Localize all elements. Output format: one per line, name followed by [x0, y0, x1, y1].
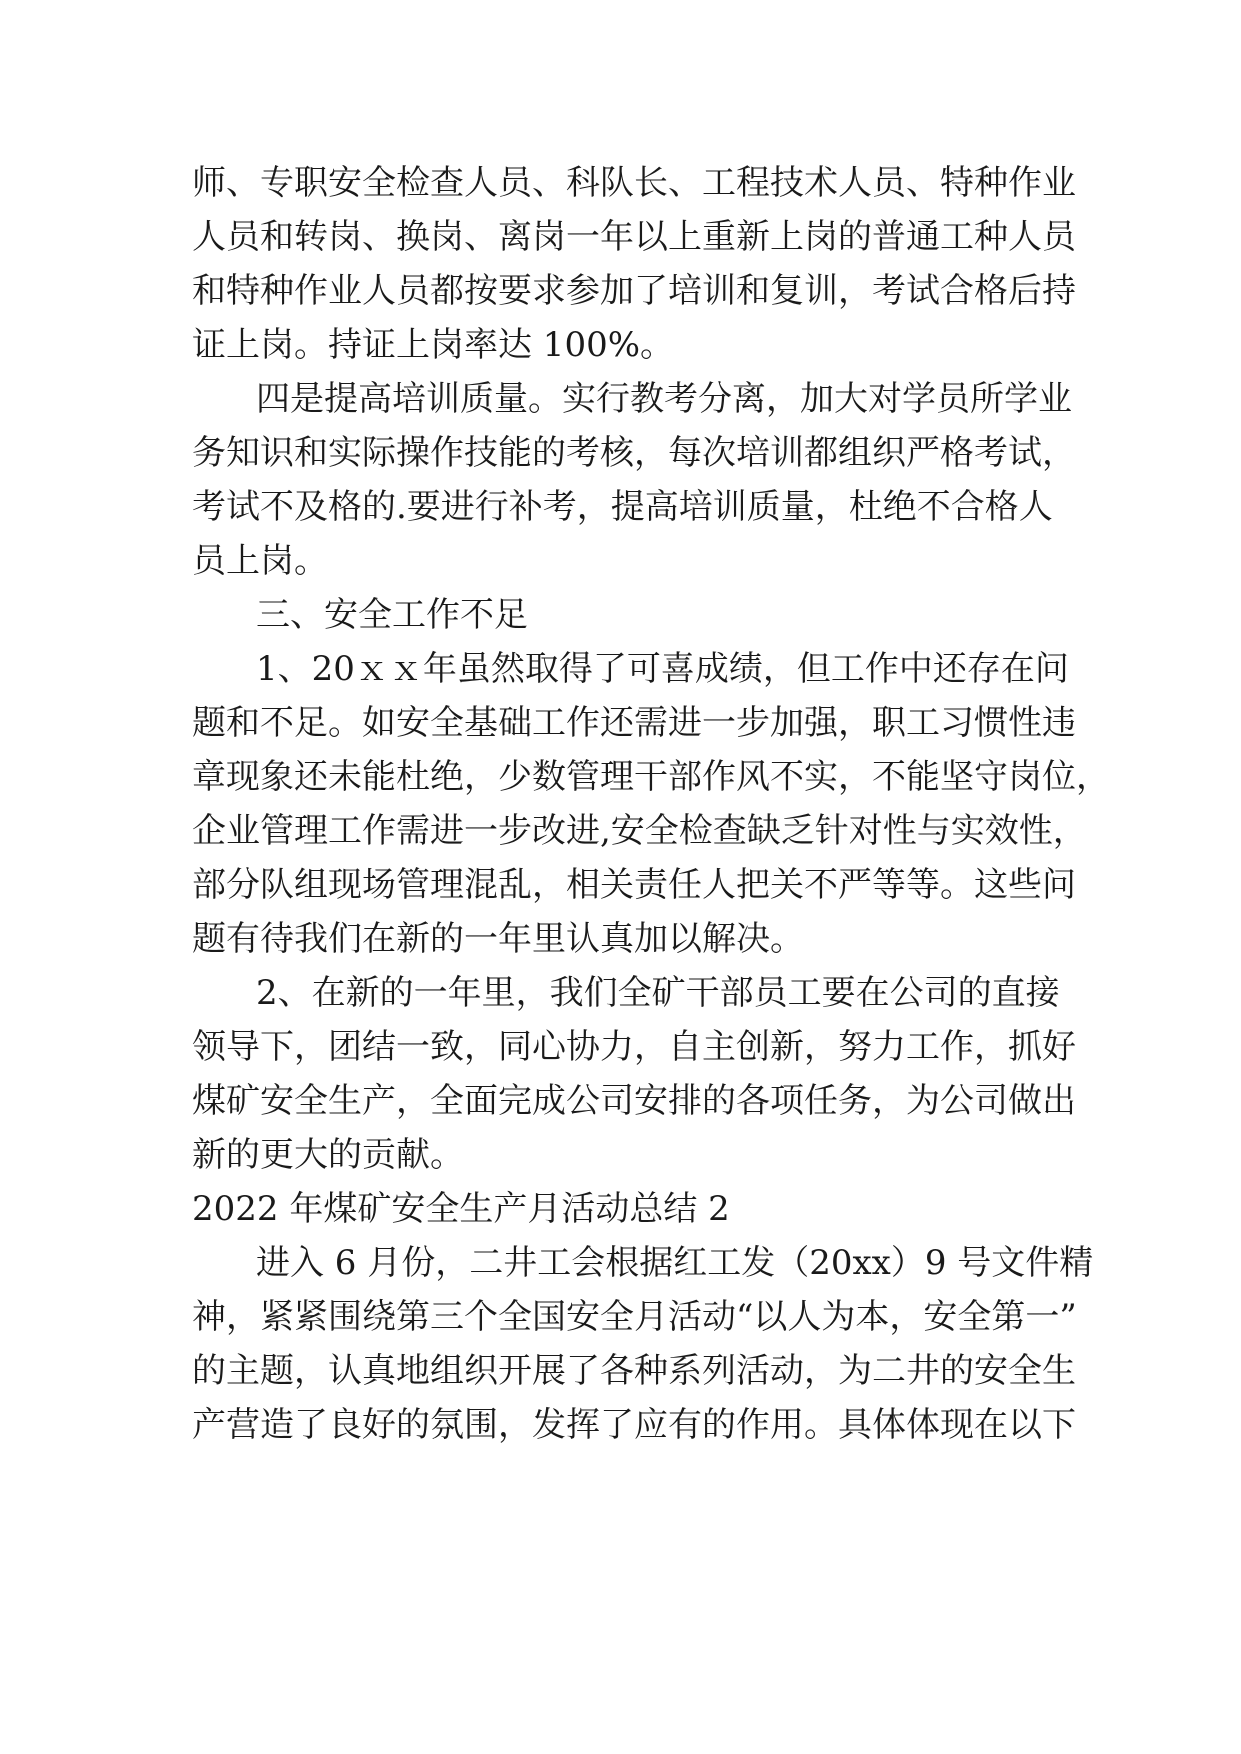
text-line: 和特种作业人员都按要求参加了培训和复训，考试合格后持 — [192, 271, 1076, 311]
text-line: 产营造了良好的氛围，发挥了应有的作用。具体体现在以下 — [192, 1405, 1076, 1445]
text-line: 神，紧紧围绕第三个全国安全月活动“以人为本，安全第一” — [192, 1297, 1077, 1337]
text-line: 题和不足。如安全基础工作还需进一步加强，职工习惯性违 — [192, 703, 1076, 743]
text-line: 煤矿安全生产，全面完成公司安排的各项任务，为公司做出 — [192, 1081, 1076, 1121]
paragraph-first-line: 进入 6 月份，二井工会根据红工发（20xx）9 号文件精 — [256, 1243, 1094, 1283]
text-line: 部分队组现场管理混乱，相关责任人把关不严等等。这些问 — [192, 865, 1076, 905]
text-line: 员上岗。 — [192, 541, 328, 581]
text-line: 的主题，认真地组织开展了各种系列活动，为二井的安全生 — [192, 1351, 1076, 1391]
paragraph-first-line: 2、在新的一年里，我们全矿干部员工要在公司的直接 — [256, 973, 1060, 1013]
text-line: 师、专职安全检查人员、科队长、工程技术人员、特种作业 — [192, 163, 1076, 203]
text-line: 新的更大的贡献。 — [192, 1135, 464, 1175]
paragraph-first-line: 四是提高培训质量。实行教考分离，加大对学员所学业 — [256, 379, 1072, 419]
text-line: 人员和转岗、换岗、离岗一年以上重新上岗的普通工种人员 — [192, 217, 1076, 257]
text-line: 考试不及格的.要进行补考，提高培训质量，杜绝不合格人 — [192, 487, 1053, 527]
text-line: 领导下，团结一致，同心协力，自主创新，努力工作，抓好 — [192, 1027, 1076, 1067]
article-title: 2022 年煤矿安全生产月活动总结 2 — [192, 1189, 730, 1229]
text-line: 题有待我们在新的一年里认真加以解决。 — [192, 919, 804, 959]
paragraph-first-line: 1、20ｘｘ年虽然取得了可喜成绩，但工作中还存在问 — [256, 649, 1069, 689]
text-line: 务知识和实际操作技能的考核，每次培训都组织严格考试， — [192, 433, 1076, 473]
text-line: 章现象还未能杜绝，少数管理干部作风不实，不能坚守岗位， — [192, 757, 1110, 797]
text-line: 企业管理工作需进一步改进,安全检查缺乏针对性与实效性， — [192, 811, 1087, 851]
text-line: 证上岗。持证上岗率达 100%。 — [192, 325, 675, 365]
section-heading: 三、安全工作不足 — [256, 595, 528, 635]
